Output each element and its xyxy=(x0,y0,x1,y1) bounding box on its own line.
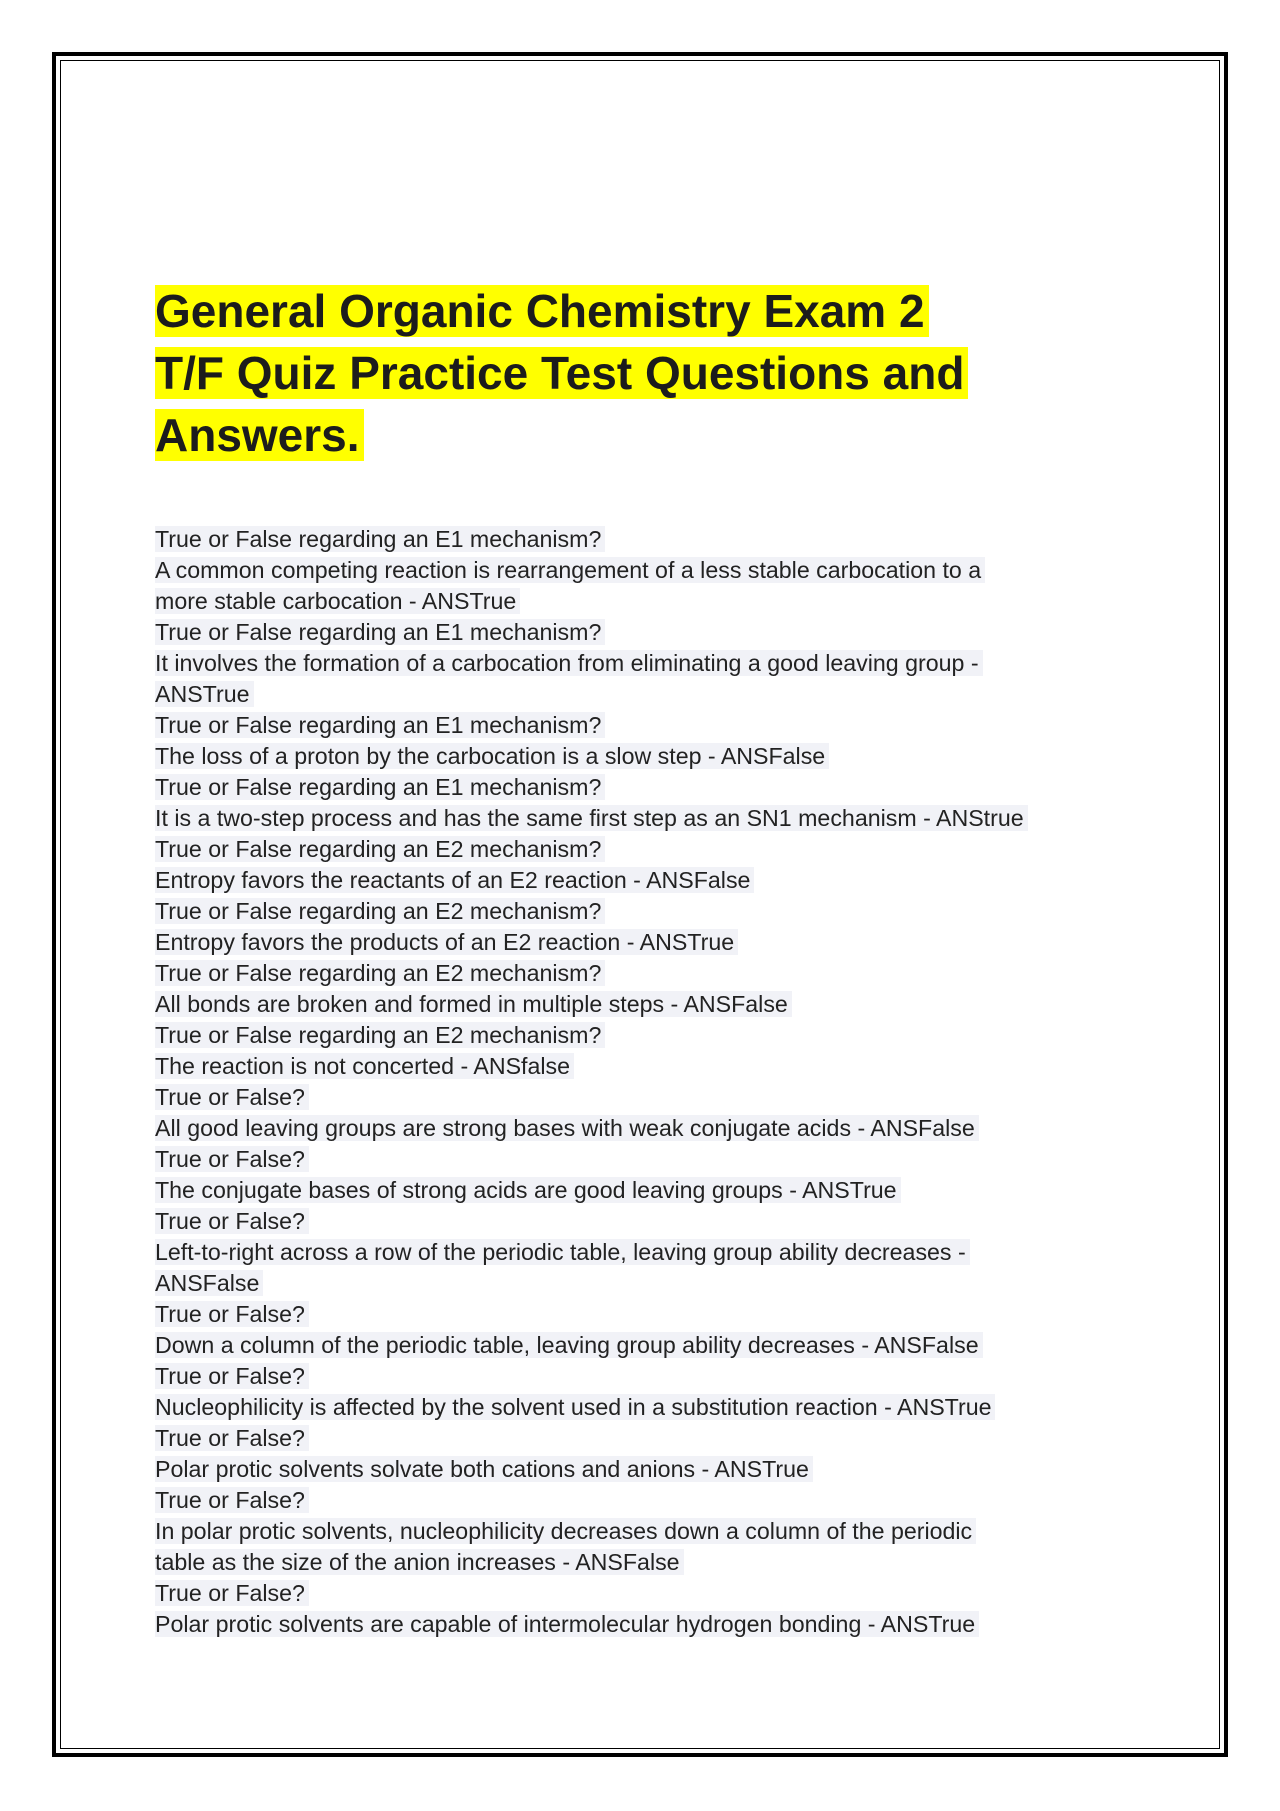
text-line-content: The loss of a proton by the carbocation is a slow step - ANSFalse xyxy=(155,743,829,769)
text-line xyxy=(155,1082,1145,1113)
text-line xyxy=(155,1206,1145,1237)
text-line xyxy=(155,617,1145,648)
text-line xyxy=(155,1299,1145,1330)
title-line-3: Answers. xyxy=(155,409,364,461)
text-line-content: Polar protic solvents are capable of intermolecular hydrogen bonding - ANSTrue xyxy=(155,1611,979,1637)
text-line xyxy=(155,803,1145,834)
text-line-content: True or False? xyxy=(155,1580,309,1606)
text-line xyxy=(155,1020,1145,1051)
text-line xyxy=(155,896,1145,927)
text-line xyxy=(155,989,1145,1020)
text-line xyxy=(155,1113,1145,1144)
text-line-content: In polar protic solvents, nucleophilicity decreases down a column of the periodic xyxy=(155,1518,976,1544)
text-line xyxy=(155,1392,1145,1423)
text-line-content: Down a column of the periodic table, leaving group ability decreases - ANSFalse xyxy=(155,1332,983,1358)
text-line-content: Left-to-right across a row of the periodic table, leaving group ability decreases - xyxy=(155,1239,970,1265)
text-line xyxy=(155,772,1145,803)
text-line-content: A common competing reaction is rearrangement of a less stable carbocation to a xyxy=(155,557,985,583)
text-line-content: Nucleophilicity is affected by the solvent used in a substitution reaction - ANSTrue xyxy=(155,1394,995,1420)
text-line xyxy=(155,865,1145,896)
title-line-1: General Organic Chemistry Exam 2 xyxy=(155,285,929,337)
text-line xyxy=(155,1361,1145,1392)
text-line xyxy=(155,927,1145,958)
text-line-content: True or False regarding an E1 mechanism? xyxy=(155,774,605,800)
text-line xyxy=(155,1423,1145,1454)
text-line xyxy=(155,1454,1145,1485)
text-line xyxy=(155,586,1145,617)
text-line xyxy=(155,1144,1145,1175)
text-line-content: True or False? xyxy=(155,1084,309,1110)
text-line-content: True or False regarding an E2 mechanism? xyxy=(155,1022,605,1048)
text-line xyxy=(155,679,1145,710)
text-line xyxy=(155,1051,1145,1082)
text-line xyxy=(155,648,1145,679)
text-line xyxy=(155,1330,1145,1361)
text-line-content: True or False? xyxy=(155,1208,309,1234)
text-line xyxy=(155,710,1145,741)
text-line-content: True or False? xyxy=(155,1146,309,1172)
text-line-content: True or False regarding an E2 mechanism? xyxy=(155,836,605,862)
text-line-content: True or False? xyxy=(155,1487,309,1513)
text-line-content: ANSTrue xyxy=(155,681,254,707)
text-line-content: True or False? xyxy=(155,1301,309,1327)
text-line-content: Entropy favors the products of an E2 reaction - ANSTrue xyxy=(155,929,738,955)
text-line-content: It is a two-step process and has the same first step as an SN1 mechanism - ANStrue xyxy=(155,805,1028,831)
text-line xyxy=(155,555,1145,586)
text-line-content: All good leaving groups are strong bases with weak conjugate acids - ANSFalse xyxy=(155,1115,979,1141)
text-line xyxy=(155,1578,1145,1609)
text-line xyxy=(155,1237,1145,1268)
text-line-content: True or False regarding an E1 mechanism? xyxy=(155,526,605,552)
text-line xyxy=(155,1547,1145,1578)
text-line-content: The conjugate bases of strong acids are good leaving groups - ANSTrue xyxy=(155,1177,901,1203)
text-line xyxy=(155,834,1145,865)
text-line xyxy=(155,1485,1145,1516)
text-line-content: Entropy favors the reactants of an E2 reaction - ANSFalse xyxy=(155,867,754,893)
text-line-content: True or False regarding an E1 mechanism? xyxy=(155,619,605,645)
document-title xyxy=(155,280,1135,466)
text-line-content: Polar protic solvents solvate both cations and anions - ANSTrue xyxy=(155,1456,813,1482)
text-line-content: It involves the formation of a carbocation from eliminating a good leaving group - xyxy=(155,650,983,676)
text-line xyxy=(155,1516,1145,1547)
text-line xyxy=(155,741,1145,772)
text-line xyxy=(155,958,1145,989)
text-line-content: True or False regarding an E2 mechanism? xyxy=(155,960,605,986)
text-line-content: more stable carbocation - ANSTrue xyxy=(155,588,520,614)
text-line-content: True or False regarding an E2 mechanism? xyxy=(155,898,605,924)
question-answer-list xyxy=(155,524,1145,1640)
text-line xyxy=(155,1175,1145,1206)
text-line-content: ANSFalse xyxy=(155,1270,263,1296)
text-line-content: All bonds are broken and formed in multiple steps - ANSFalse xyxy=(155,991,792,1017)
text-line-content: table as the size of the anion increases - ANSFalse xyxy=(155,1549,684,1575)
text-line-content: True or False regarding an E1 mechanism? xyxy=(155,712,605,738)
text-line xyxy=(155,524,1145,555)
title-line-2: T/F Quiz Practice Test Questions and xyxy=(155,347,968,399)
text-line xyxy=(155,1268,1145,1299)
text-line-content: True or False? xyxy=(155,1363,309,1389)
text-line xyxy=(155,1609,1145,1640)
text-line-content: The reaction is not concerted - ANSfalse xyxy=(155,1053,574,1079)
text-line-content: True or False? xyxy=(155,1425,309,1451)
